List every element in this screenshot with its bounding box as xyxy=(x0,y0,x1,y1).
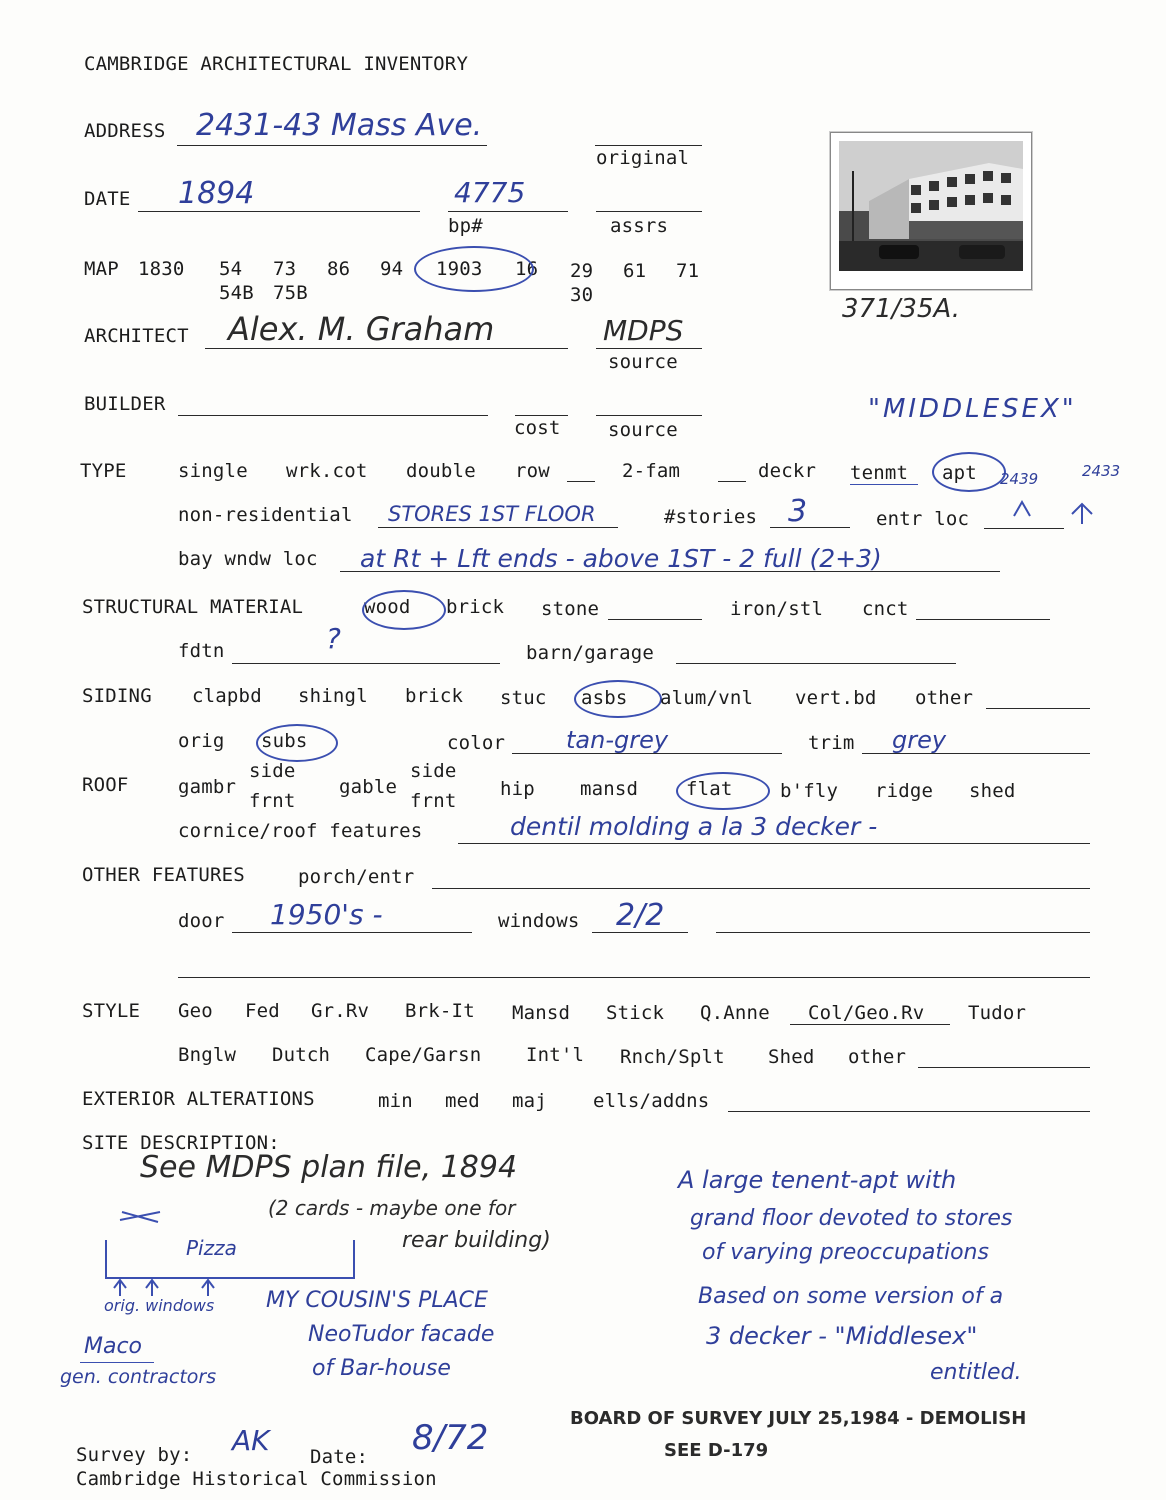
other-features-label: OTHER FEATURES xyxy=(82,864,245,886)
board-of-survey-note: BOARD OF SURVEY JULY 25,1984 - DEMOLISH xyxy=(570,1408,1027,1429)
windows-value: 2/2 xyxy=(616,898,665,933)
roof-gable-side: side xyxy=(410,760,457,782)
address-label: ADDRESS xyxy=(84,120,166,142)
gen-contractors-note: gen. contractors xyxy=(60,1366,217,1388)
map-year: 75B xyxy=(273,282,308,304)
style-option: Int'l xyxy=(526,1044,585,1066)
style-option: Dutch xyxy=(272,1044,331,1066)
address-2439: 2439 xyxy=(1000,470,1039,488)
barn-label: barn/garage xyxy=(526,642,655,664)
site-note-1: See MDPS plan file, 1894 xyxy=(140,1150,518,1185)
cornice-line xyxy=(458,843,1090,844)
map-year: 94 xyxy=(380,258,404,280)
orig-windows-note: orig. windows xyxy=(104,1296,215,1315)
cost-label: cost xyxy=(514,417,561,439)
survey-date-label: Date: xyxy=(310,1446,369,1468)
site-note-2b: rear building) xyxy=(402,1228,551,1253)
bp-value: 4775 xyxy=(454,176,526,209)
ells-label: ells/addns xyxy=(593,1090,710,1112)
roof-gambr-side: side xyxy=(249,760,296,782)
architect-value: Alex. M. Graham xyxy=(228,310,495,348)
type-option: wrk.cot xyxy=(286,460,368,482)
fdtn-line xyxy=(232,663,500,664)
structural-option: brick xyxy=(446,596,505,618)
cnct-line xyxy=(916,619,1050,620)
ells-line xyxy=(728,1111,1090,1112)
type-option: double xyxy=(406,460,476,482)
organization-name: Cambridge Historical Commission xyxy=(76,1468,437,1490)
door-label: door xyxy=(178,910,225,932)
map-year: 71 xyxy=(676,260,700,282)
type-option-apt: apt xyxy=(942,462,977,484)
circle-mark-wood xyxy=(362,590,446,630)
store-name-pizza: Pizza xyxy=(186,1236,237,1260)
building-photo xyxy=(830,132,1032,290)
stories-line xyxy=(770,527,850,528)
siding-option: clapbd xyxy=(192,685,262,707)
map-year: 54B xyxy=(219,282,254,304)
trim-label: trim xyxy=(808,732,855,754)
style-option: Gr.Rv xyxy=(311,1000,370,1022)
cousins-place-note: MY COUSIN'S PLACE xyxy=(266,1288,488,1313)
map-year: 61 xyxy=(623,260,647,282)
cost-line xyxy=(515,415,568,416)
style-option: Mansd xyxy=(512,1002,571,1024)
style-label: STYLE xyxy=(82,1000,141,1022)
builder-note: "MIDDLESEX" xyxy=(868,394,1077,424)
cornice-value: dentil molding a la 3 decker - xyxy=(510,812,878,841)
architect-label: ARCHITECT xyxy=(84,325,189,347)
siding-option: shingl xyxy=(298,685,368,707)
porch-label: porch/entr xyxy=(298,866,415,888)
site-desc-line-6: entitled. xyxy=(930,1360,1022,1385)
circle-mark-asbs xyxy=(574,680,662,718)
see-d179-note: SEE D-179 xyxy=(664,1440,769,1461)
windows-extra-line xyxy=(716,932,1090,933)
roof-label: ROOF xyxy=(82,774,129,796)
circle-mark-apt xyxy=(932,452,1006,492)
date-label: DATE xyxy=(84,188,131,210)
siding-option-asbs: asbs xyxy=(581,687,628,709)
architect-source-line xyxy=(596,348,702,349)
trim-value: grey xyxy=(892,726,947,754)
original-line xyxy=(595,145,702,146)
structural-option: stone xyxy=(541,598,600,620)
porch-line xyxy=(432,888,1090,889)
style-option: Fed xyxy=(245,1000,280,1022)
map-year: 29 xyxy=(570,260,594,282)
bp-line xyxy=(448,211,568,212)
site-desc-line-1: A large tenent-apt with xyxy=(678,1166,957,1194)
siding-option: stuc xyxy=(500,687,547,709)
windows-label: windows xyxy=(498,910,580,932)
original-label: original xyxy=(596,147,690,169)
neotudor-note: NeoTudor facade xyxy=(308,1322,495,1347)
circle-mark-subs xyxy=(256,724,338,762)
cornice-label: cornice/roof features xyxy=(178,820,423,842)
style-option: Brk-It xyxy=(405,1000,475,1022)
nonres-value: STORES 1ST FLOOR xyxy=(388,502,596,526)
siding-option: brick xyxy=(405,685,464,707)
fdtn-value: ? xyxy=(326,622,341,655)
site-desc-line-5: 3 decker - "Middlesex" xyxy=(706,1322,978,1350)
style-option: other xyxy=(848,1046,907,1068)
siding-label: SIDING xyxy=(82,685,152,707)
structural-option: cnct xyxy=(862,598,909,620)
style-option: Q.Anne xyxy=(700,1002,770,1024)
structural-option-wood: wood xyxy=(364,596,411,618)
siding-option: vert.bd xyxy=(795,687,877,709)
site-note-2a: (2 cards - maybe one for xyxy=(268,1196,516,1220)
builder-line xyxy=(178,415,488,416)
map-label: MAP xyxy=(84,258,119,280)
assrs-label: assrs xyxy=(610,215,669,237)
roof-option: mansd xyxy=(580,778,639,800)
entr-loc-label: entr loc xyxy=(876,508,970,530)
form-title: CAMBRIDGE ARCHITECTURAL INVENTORY xyxy=(84,53,469,75)
address-value: 2431-43 Mass Ave. xyxy=(196,108,483,143)
roof-option: shed xyxy=(969,780,1016,802)
building-photo-image xyxy=(839,141,1023,271)
other-siding-line xyxy=(986,708,1090,709)
survey-date-value: 8/72 xyxy=(412,1418,489,1458)
roof-gable-frnt: frnt xyxy=(410,790,457,812)
maco-note: Maco xyxy=(84,1334,143,1359)
bay-label: bay wndw loc xyxy=(178,548,318,570)
date-value: 1894 xyxy=(178,176,255,211)
stories-label: #stories xyxy=(664,506,758,528)
bay-value: at Rt + Lft ends - above 1ST - 2 full (2+3) xyxy=(360,544,882,573)
roof-option: hip xyxy=(500,778,535,800)
type-option: deckr xyxy=(758,460,817,482)
entr-loc-line xyxy=(984,528,1064,529)
alterations-option: med xyxy=(445,1090,480,1112)
stone-line xyxy=(608,619,702,620)
barn-line xyxy=(676,663,956,664)
style-other-line xyxy=(918,1067,1090,1068)
address-line xyxy=(177,145,487,146)
assrs-line xyxy=(596,211,702,212)
map-year: 16 xyxy=(515,258,539,280)
nonres-label: non-residential xyxy=(178,504,353,526)
builder-label: BUILDER xyxy=(84,393,166,415)
features-extra-line xyxy=(178,977,1090,978)
site-desc-line-3: of varying preoccupations xyxy=(702,1240,989,1265)
siding-option: alum/vnl xyxy=(660,687,754,709)
architect-source-value: MDPS xyxy=(603,314,684,347)
fdtn-label: fdtn xyxy=(178,640,225,662)
site-desc-line-2: grand floor devoted to stores xyxy=(690,1206,1013,1231)
nonres-line xyxy=(378,527,618,528)
type-label: TYPE xyxy=(80,460,127,482)
style-option-col-geo: Col/Geo.Rv xyxy=(808,1002,925,1024)
siding-option: other xyxy=(915,687,974,709)
barhouse-note: of Bar-house xyxy=(312,1356,451,1381)
type-option: 2-fam xyxy=(622,460,681,482)
roof-gable: gable xyxy=(339,776,398,798)
circle-mark-1903 xyxy=(414,246,534,292)
color-value: tan-grey xyxy=(566,726,669,754)
roof-option: b'fly xyxy=(780,780,839,802)
site-desc-line-4: Based on some version of a xyxy=(698,1284,1004,1309)
alterations-option: min xyxy=(378,1090,413,1112)
style-option: Tudor xyxy=(968,1002,1027,1024)
door-line xyxy=(232,932,472,933)
deckr-line xyxy=(718,481,746,482)
map-year: 86 xyxy=(327,258,351,280)
builder-source-line xyxy=(596,415,702,416)
style-option: Stick xyxy=(606,1002,665,1024)
circle-mark-flat xyxy=(676,772,770,810)
map-year: 1830 xyxy=(138,258,185,280)
col-geo-underline xyxy=(790,1024,950,1025)
map-year: 30 xyxy=(570,284,594,306)
style-option: Cape/Garsn xyxy=(365,1044,482,1066)
style-option: Bnglw xyxy=(178,1044,237,1066)
map-year-1903: 1903 xyxy=(436,258,483,280)
architect-line xyxy=(205,348,568,349)
builder-source-label: source xyxy=(608,419,678,441)
bp-label: bp# xyxy=(448,215,483,237)
roof-gambr: gambr xyxy=(178,776,237,798)
alterations-option: maj xyxy=(512,1090,547,1112)
style-option: Rnch/Splt xyxy=(620,1046,725,1068)
address-2433: 2433 xyxy=(1082,462,1121,480)
entr-loc-marks xyxy=(1000,494,1130,528)
row-line xyxy=(567,481,595,482)
color-label: color xyxy=(447,732,506,754)
tenmt-underline xyxy=(850,484,918,485)
type-option-tenmt: tenmt xyxy=(850,462,909,484)
survey-by-value: AK xyxy=(232,1424,270,1457)
structural-label: STRUCTURAL MATERIAL xyxy=(82,596,304,618)
orig-label: orig xyxy=(178,730,225,752)
architect-source-label: source xyxy=(608,351,678,373)
map-year: 54 xyxy=(219,258,243,280)
survey-by-label: Survey by: xyxy=(76,1444,193,1466)
style-option: Geo xyxy=(178,1000,213,1022)
roof-gambr-frnt: frnt xyxy=(249,790,296,812)
type-option: row xyxy=(515,460,550,482)
structural-option: iron/stl xyxy=(730,598,824,620)
stories-value: 3 xyxy=(788,494,808,529)
type-option: single xyxy=(178,460,248,482)
door-value: 1950's - xyxy=(270,898,383,931)
style-option: Shed xyxy=(768,1046,815,1068)
map-year: 73 xyxy=(273,258,297,280)
orig-value: subs xyxy=(261,730,308,752)
date-line xyxy=(138,211,420,212)
alterations-label: EXTERIOR ALTERATIONS xyxy=(82,1088,315,1110)
photo-reference: 371/35A. xyxy=(842,294,961,324)
maco-underline xyxy=(80,1362,154,1363)
roof-option-flat: flat xyxy=(686,778,733,800)
site-label: SITE DESCRIPTION: xyxy=(82,1132,280,1154)
roof-option: ridge xyxy=(875,780,934,802)
